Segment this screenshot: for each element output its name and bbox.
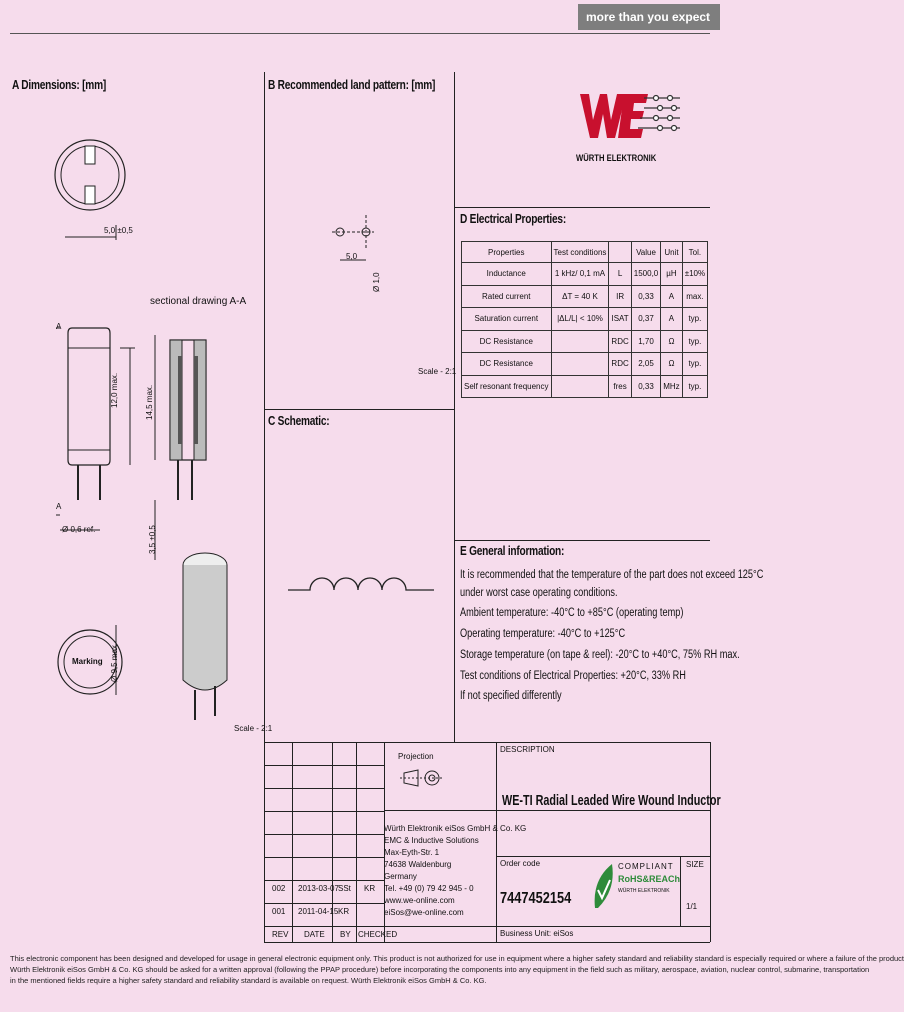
section-c-title: C Schematic: xyxy=(268,413,330,428)
table-cell xyxy=(551,330,609,353)
table-cell: Rated current xyxy=(462,285,552,308)
top-divider xyxy=(10,33,710,34)
company-line: Würth Elektronik eiSos GmbH & Co. KG xyxy=(384,824,527,833)
order-code: 7447452154 xyxy=(500,890,572,907)
company-line: 74638 Waldenburg xyxy=(384,860,452,869)
tb-row xyxy=(264,926,710,927)
table-cell: MHz xyxy=(661,375,682,398)
table-cell: Ω xyxy=(661,330,682,353)
table-cell: Saturation current xyxy=(462,308,552,331)
table-header-row xyxy=(462,242,708,263)
electrical-properties-table xyxy=(461,241,708,398)
table-row xyxy=(462,330,708,353)
table-cell: typ. xyxy=(682,375,707,398)
checked-header: CHECKED xyxy=(358,930,398,939)
table-cell: max. xyxy=(682,285,707,308)
tagline-banner xyxy=(578,4,720,30)
table-cell: 0,33 xyxy=(631,285,660,308)
table-cell: |ΔL/L| < 10% xyxy=(551,308,609,331)
rev-header: REV xyxy=(272,930,289,939)
col-header: Value xyxy=(631,242,660,263)
col-header: Unit xyxy=(661,242,682,263)
rohs-badge xyxy=(592,860,678,912)
table-cell: A xyxy=(661,308,682,331)
company-line: eiSos@we-online.com xyxy=(384,908,464,917)
table-cell: 1,70 xyxy=(631,330,660,353)
general-line: It is recommended that the temperature of the part does not exceed 125°C xyxy=(460,569,764,581)
divider-bc xyxy=(264,409,454,410)
height-inner-dimension: 12,0 max. xyxy=(110,372,119,408)
table-cell: 2,05 xyxy=(631,353,660,376)
divider-de xyxy=(454,540,710,541)
footer-line: This electronic component has been designed and developed for usage in general electronic equipment only. This product is not authorized for use in equipment where a higher safety standard and reliability standard is especially required or where a failure of the product xyxy=(10,954,904,963)
table-cell: ±10% xyxy=(682,263,707,286)
table-cell: 1 kHz/ 0,1 mA xyxy=(551,263,609,286)
lead-length: 3,5 ±0,5 xyxy=(148,525,157,554)
table-row xyxy=(462,308,708,331)
land-pitch: 5,0 xyxy=(346,252,358,261)
date-header: DATE xyxy=(304,930,325,939)
table-cell: 0,37 xyxy=(631,308,660,331)
tb-col3 xyxy=(356,742,357,942)
col-header xyxy=(609,242,631,263)
pitch-dimension: 5,0 ±0,5 xyxy=(104,226,133,235)
logo-wordmark: WÜRTH ELEKTRONIK xyxy=(576,153,657,163)
lead-diameter: Ø 0,6 ref. xyxy=(62,525,96,534)
table-cell: fres xyxy=(609,375,631,398)
general-line: Test conditions of Electrical Properties: +20°C, 33% RH xyxy=(460,670,686,682)
rohs-leaf-icon xyxy=(592,860,616,912)
projection-icon xyxy=(400,764,444,794)
table-row xyxy=(462,285,708,308)
divider-bd xyxy=(454,72,455,742)
table-cell: RDC xyxy=(609,330,631,353)
section-marker-top: A xyxy=(56,322,62,331)
table-cell: Ω xyxy=(661,353,682,376)
table-cell: L xyxy=(609,263,631,286)
section-marker-bottom: A xyxy=(56,502,62,511)
order-code-label: Order code xyxy=(500,859,541,868)
tb-row xyxy=(264,903,384,904)
page-number: 1/1 xyxy=(686,902,698,911)
company-line: Germany xyxy=(384,872,417,881)
title-block-bottom xyxy=(264,942,710,943)
dimension-drawing xyxy=(20,120,260,740)
land-hole: Ø 1,0 xyxy=(372,272,381,292)
company-line: Tel. +49 (0) 79 42 945 - 0 xyxy=(384,884,474,893)
table-row xyxy=(462,375,708,398)
sectional-label: sectional drawing A-A xyxy=(150,296,247,307)
table-cell: typ. xyxy=(682,330,707,353)
col-header: Properties xyxy=(462,242,552,263)
section-a-title: A Dimensions: [mm] xyxy=(12,77,107,92)
table-cell xyxy=(551,353,609,376)
table-cell xyxy=(551,375,609,398)
tb-row xyxy=(264,811,384,812)
general-line: If not specified differently xyxy=(460,690,562,702)
company-line: www.we-online.com xyxy=(384,896,455,905)
height-dimension: 14,5 max. xyxy=(145,384,154,420)
table-row xyxy=(462,353,708,376)
footer-line: Würth Elektronik eiSos GmbH & Co. KG should be asked for a written approval (following the PPAP procedure) before incorporating the components into any equipment in the field such as military, aerospace, aviation, nuclear control, submarine, transportation xyxy=(10,965,870,974)
by-header: BY xyxy=(340,930,351,939)
table-cell: 0,33 xyxy=(631,375,660,398)
tb-row xyxy=(384,810,710,811)
company-line: EMC & Inductive Solutions xyxy=(384,836,479,845)
table-cell: A xyxy=(661,285,682,308)
table-cell: 1500,0 xyxy=(631,263,660,286)
rev-by-cell: SSt xyxy=(338,884,351,893)
section-b-title: B Recommended land pattern: [mm] xyxy=(268,77,436,92)
table-cell: typ. xyxy=(682,353,707,376)
general-line: Storage temperature (on tape & reel): -20°C to +40°C, 75% RH max. xyxy=(460,649,740,661)
description-label: DESCRIPTION xyxy=(500,745,555,754)
section-b-scale: Scale - 2:1 xyxy=(418,367,457,376)
table-cell: ΔT = 40 K xyxy=(551,285,609,308)
inductor-symbol xyxy=(288,560,438,600)
rev-cell: 002 xyxy=(272,884,286,893)
land-pattern-drawing xyxy=(320,205,400,285)
compliance-bottom: WÜRTH ELEKTRONIK xyxy=(618,888,670,894)
section-d-title: D Electrical Properties: xyxy=(460,211,566,226)
table-cell: typ. xyxy=(682,308,707,331)
table-row xyxy=(462,263,708,286)
tb-row xyxy=(264,880,384,881)
size-label: SIZE xyxy=(686,860,704,869)
table-cell: ISAT xyxy=(609,308,631,331)
business-unit: Business Unit: eiSos xyxy=(500,929,574,938)
tb-row xyxy=(264,788,384,789)
divider-ab xyxy=(264,72,265,742)
general-line: under worst case operating conditions. xyxy=(460,587,618,599)
general-line: Operating temperature: -40°C to +125°C xyxy=(460,628,626,640)
col-header: Test conditions xyxy=(551,242,609,263)
general-line: Ambient temperature: -40°C to +85°C (operating temp) xyxy=(460,607,684,619)
rev-cell: 001 xyxy=(272,907,286,916)
rev-by-cell: KR xyxy=(338,907,350,916)
tb-row xyxy=(264,765,384,766)
tb-left xyxy=(264,742,265,942)
tb-col1 xyxy=(292,742,293,942)
table-cell: µH xyxy=(661,263,682,286)
tb-right xyxy=(710,742,711,942)
tb-row xyxy=(496,856,710,857)
compliance-main: RoHS&REACh xyxy=(618,874,680,884)
table-cell: Self resonant frequency xyxy=(462,375,552,398)
table-cell: DC Resistance xyxy=(462,353,552,376)
tb-row xyxy=(264,857,384,858)
tb-col5 xyxy=(496,742,497,942)
section-e-title: E General information: xyxy=(460,543,565,558)
rev-date-cell: 2013-03-07 xyxy=(298,884,339,893)
footer-line: in the mentioned fields require a higher safety standard and reliability standard is available on request. Würth Elektronik eiSos GmbH & Co. KG. xyxy=(10,976,487,985)
marking-label: Marking xyxy=(72,657,103,666)
title-block-top xyxy=(264,742,710,743)
rev-date-cell: 2011-04-15 xyxy=(298,907,339,916)
table-cell: IR xyxy=(609,285,631,308)
company-logo xyxy=(576,86,686,166)
table-cell: RDC xyxy=(609,353,631,376)
section-a-scale: Scale - 2:1 xyxy=(234,724,273,733)
diameter-dimension: Ø 9,5 max. xyxy=(110,642,119,682)
tb-col6 xyxy=(680,856,681,926)
tagline-text: more than you expect xyxy=(586,10,711,24)
table-cell: DC Resistance xyxy=(462,330,552,353)
projection-label: Projection xyxy=(398,752,434,761)
we-logo-icon xyxy=(576,86,686,146)
col-header: Tol. xyxy=(682,242,707,263)
divider-d-top xyxy=(454,207,710,208)
company-line: Max-Eyth-Str. 1 xyxy=(384,848,440,857)
rev-checked-cell: KR xyxy=(364,884,376,893)
tb-row xyxy=(264,834,384,835)
table-cell: Inductance xyxy=(462,263,552,286)
compliance-top: COMPLIANT xyxy=(618,862,674,871)
product-description: WE-TI Radial Leaded Wire Wound Inductor xyxy=(502,792,721,809)
